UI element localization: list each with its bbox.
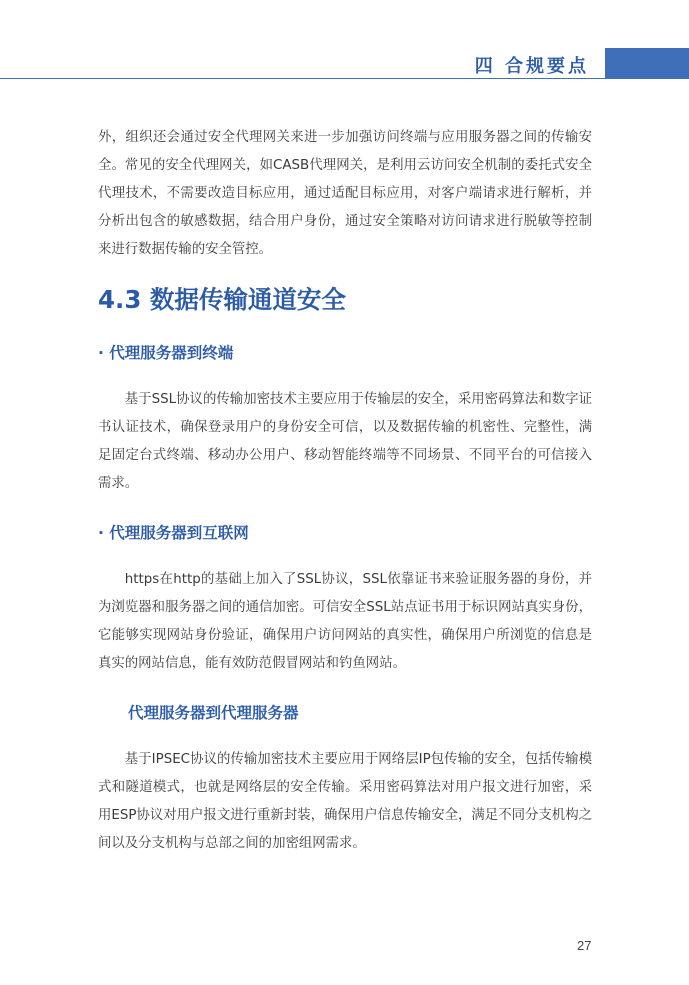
page-header	[0, 44, 689, 84]
subsection-heading-proxy-to-internet: · 代理服务器到互联网	[98, 524, 249, 542]
chapter-title: 四 合规要点	[474, 56, 589, 77]
header-accent-bar	[605, 48, 689, 78]
page-number: 27	[577, 938, 592, 953]
header-divider	[0, 78, 689, 79]
page-content	[98, 124, 592, 858]
subsection-body-proxy-to-proxy: 基于IPSEC协议的传输加密技术主要应用于网络层IP包传输的安全，包括传输模式和隧道模式，也就是网络层的安全传输。采用密码算法对用户报文进行加密，采用ESP协议对用户报文进行重新封装，确保用户信息传输安全，满足不同分支机构之间以及分支机构与总部之间的加密组网需求。	[98, 752, 592, 851]
subsection-body-proxy-to-terminal: 基于SSL协议的传输加密技术主要应用于传输层的安全，采用密码算法和数字证书认证技术，确保登录用户的身份安全可信，以及数据传输的机密性、完整性，满足固定台式终端、移动办公用户、移动智能终端等不同场景、不同平台的可信接入需求。	[98, 392, 592, 491]
intro-paragraph: 外，组织还会通过安全代理网关来进一步加强访问终端与应用服务器之间的传输安全。常见的安全代理网关，如CASB代理网关，是利用云访问安全机制的委托式安全代理技术，不需要改造目标应用，通过适配目标应用，对客户端请求进行解析，并分析出包含的敏感数据，结合用户身份，通过安全策略对访问请求进行脱敏等控制来进行数据传输的安全管控。	[98, 130, 592, 257]
section-title: 4.3 数据传输通道安全	[98, 285, 346, 314]
subsection-heading-proxy-to-proxy: 代理服务器到代理服务器	[128, 704, 299, 722]
subsection-body-proxy-to-internet: https在http的基础上加入了SSL协议，SSL依靠证书来验证服务器的身份，并为浏览器和服务器之间的通信加密。可信安全SSL站点证书用于标识网站真实身份，它能够实现网站身份验证，确保用户访问网站的真实性，确保用户所浏览的信息是真实的网站信息，能有效防范假冒网站和钓鱼网站。	[98, 572, 592, 671]
subsection-heading-proxy-to-terminal: · 代理服务器到终端	[98, 344, 234, 362]
